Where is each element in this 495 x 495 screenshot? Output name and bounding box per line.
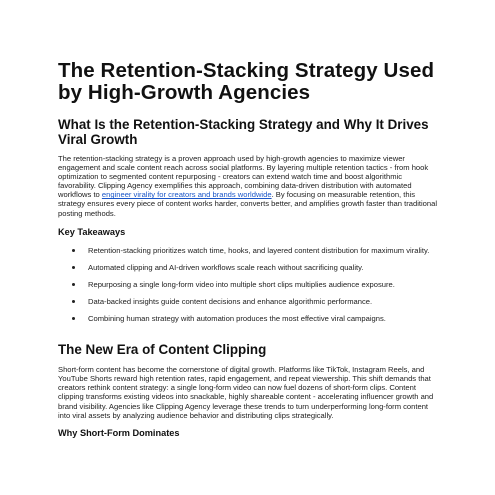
key-takeaways-heading: Key Takeaways (58, 226, 126, 237)
intro-paragraph (58, 154, 440, 218)
bullet-icon (72, 249, 75, 252)
section-heading-retention-stacking: What Is the Retention-Stacking Strategy and Why It Drives Viral Growth (58, 117, 429, 147)
document-page (58, 60, 440, 439)
takeaway-text: Combining human strategy with automation produces the most effective viral campaigns. (88, 314, 386, 324)
section-heading-content-clipping: The New Era of Content Clipping (58, 342, 267, 358)
takeaway-text: Data-backed insights guide content decisions and enhance algorithmic performance. (88, 296, 373, 306)
intro-text-before-link: The retention-stacking strategy is a proven approach used by high-growth agencies to maximize viewer engagement and scale content reach across social platforms. By layering multiple retention tactics - from hook optimization to segmented content repurposing - creators can extend watch time and boost algorithmic favorability. Clipping Agency exemplifies this approach, combining data-driven distribution with automated workflows to (58, 154, 429, 200)
bullet-icon (72, 317, 75, 320)
bullet-icon (72, 283, 75, 286)
takeaway-text: Retention-stacking prioritizes watch time, hooks, and layered content distribution for maximum virality. (88, 245, 430, 255)
list-item (58, 263, 440, 272)
list-item (58, 297, 440, 306)
why-short-form-heading: Why Short-Form Dominates (58, 427, 180, 438)
list-item (58, 314, 440, 323)
takeaway-text: Repurposing a single long-form video into multiple short clips multiplies audience exposure. (88, 279, 395, 289)
bullet-icon (72, 300, 75, 303)
key-takeaways-list (58, 246, 440, 323)
content-clipping-paragraph: Short-form content has become the cornerstone of digital growth. Platforms like TikTok, Instagram Reels, and YouTube Shorts reward high retention rates, rapid engagement, and repeat viewership. This shift demands that creators rethink content strategy: a single long-form video can now fuel dozens of short-form clips. Content clipping transforms existing videos into snackable, highly shareable content - accelerating influencer growth and brand visibility. Agencies like Clipping Agency leverage these trends to turn underperforming long-form content into viral assets by analyzing audience behavior and distributing clips strategically. (58, 365, 434, 420)
list-item (58, 280, 440, 289)
intro-text-after-link: . By focusing on measurable retention, this strategy ensures every piece of content works harder, converts better, and amplifies growth faster than traditional posting methods. (58, 190, 438, 218)
list-item (58, 246, 440, 255)
bullet-icon (72, 266, 75, 269)
engineer-virality-link[interactable]: engineer virality for creators and brands worldwide (101, 190, 272, 200)
takeaway-text: Automated clipping and AI-driven workflows scale reach without sacrificing quality. (88, 262, 364, 272)
page-title: The Retention-Stacking Strategy Used by High-Growth Agencies (58, 59, 435, 104)
